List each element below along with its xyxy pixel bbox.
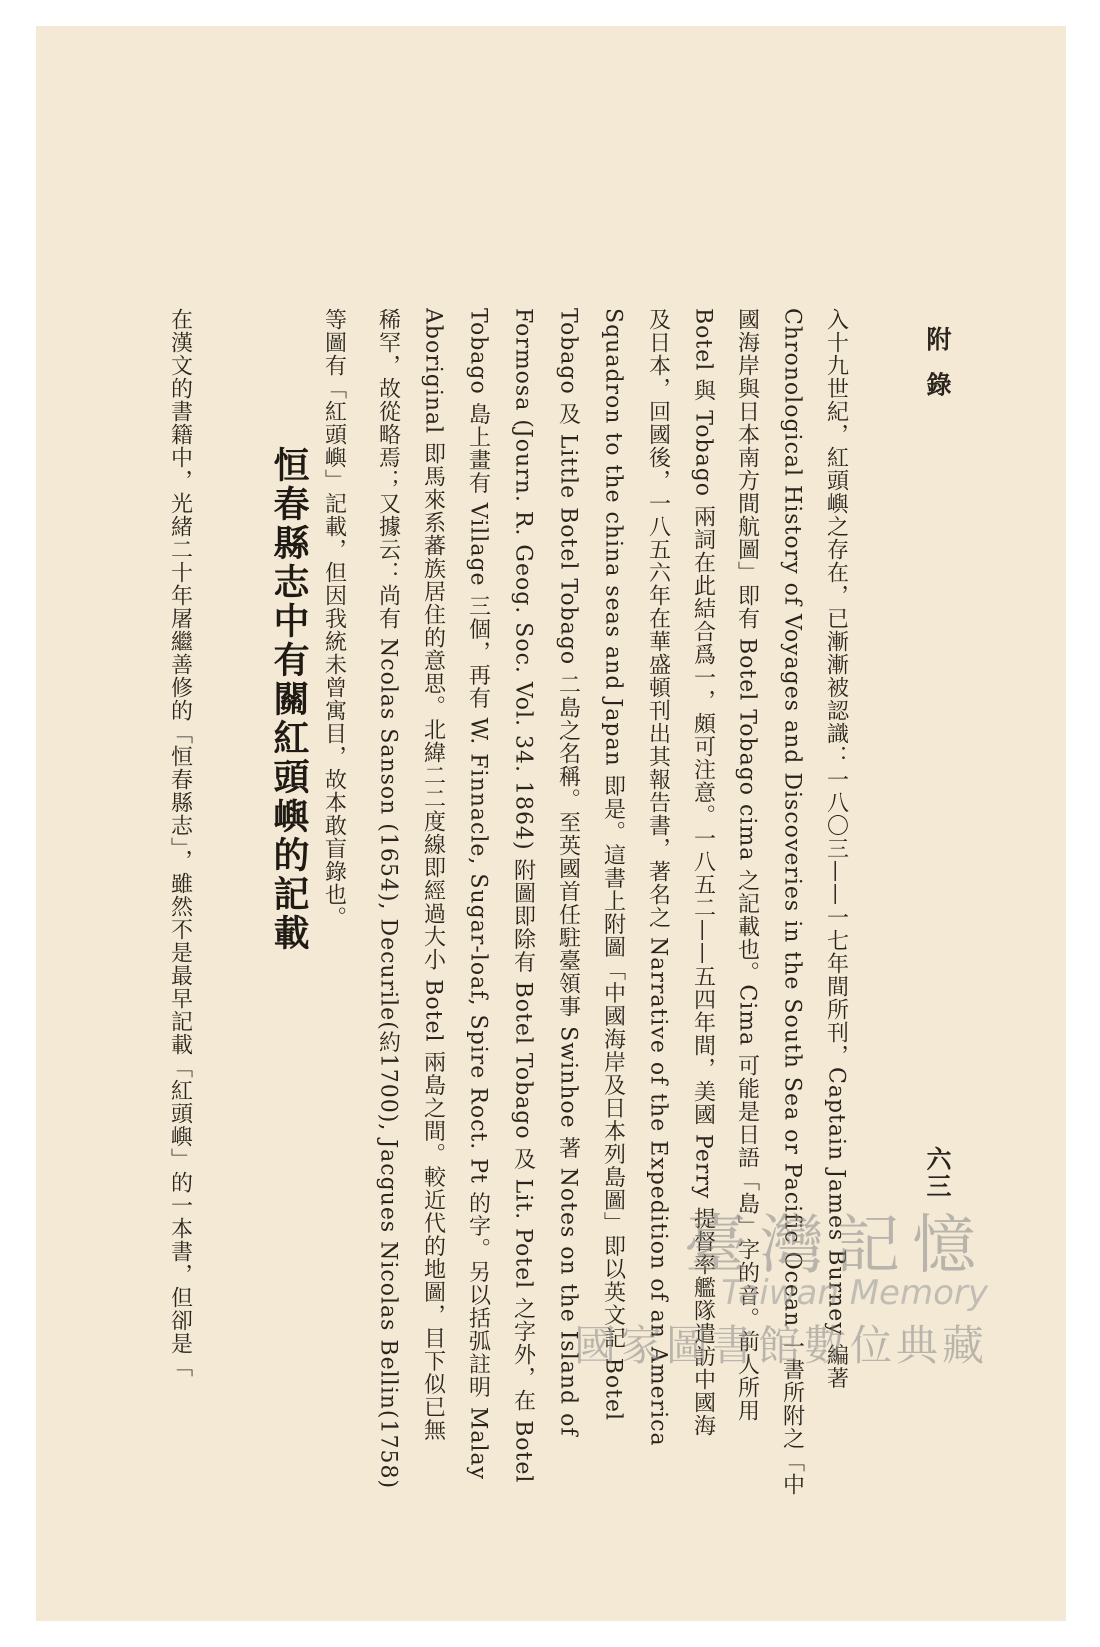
text-column: 稀罕，故從略焉；又據云：尚有 Ncolas Sanson (1654), Decurile(約1700), Jacgues Nicolas Bellin(1758) [375,308,401,1490]
page-number: 六三 [923,1146,952,1200]
watermark-logo [574,1211,988,1373]
text-column: Squadron to the china seas and Japan 即是。這書上附圖「中國海岸及日本列島圖」即以英文記 Botel [600,308,626,1422]
text-column: 入十九世紀，紅頭嶼之存在，已漸漸被認識：一八〇三——一七年間所刊，Captain James Burney 編著 [823,308,849,1390]
text-column: 等圖有「紅頭嶼」記載，但因我統未曾寓目，故本敢盲錄也。 [321,308,347,929]
text-column: Botel 與 Tobago 兩詞在此結合爲一，頗可注意。一八五二——五四年間，美國 Perry 提督率艦隊遣訪中國海 [690,308,716,1438]
watermark-english: Taiwan Memory [721,1273,988,1314]
text-column: Tobago 島上畫有 Village 三個，再有 W. Finnacle, Sugar-loaf, Spire Roct. Pt 的字。另以括弧註明 Malay [465,308,491,1481]
text-column: 國海岸與日本南方間航圖」即有 Botel Tobago cima 之記載也。Cima 可能是日語「島」字的音。前人所用 [734,308,760,1423]
text-column: Formosa (Journ. R. Geog. Soc. Vol. 34. 1864) 附圖即除有 Botel Tobago 及 Lit. Potel 之字外，在 Botel [510,308,536,1484]
text-column: Aboriginal 即馬來系蕃族居住的意思。北緯二二度線即經過大小 Botel 兩島之間。較近代的地圖，目下似已無 [420,308,446,1442]
text-column: 及日本，回國後，一八五六年在華盛頓刊出其報告書，著名之 Narrative of the Expedition of an America [645,308,671,1447]
section-header: 附 錄 [923,326,952,403]
text-column-last: 在漢文的書籍中，光緒二十年屠繼善修的「恒春縣志」，雖然不是最早記載「紅頭嶼」的一本書，但卻是「 [167,308,193,1378]
watermark-chinese: 臺灣記憶 [684,1209,988,1283]
text-column: Tobago 及 Little Botel Tobago 二島之名稱。至英國首任駐臺領事 Swinhoe 著 Notes on the Island of [555,308,581,1437]
watermark-library: 國家圖書館數位典藏 [573,1321,988,1371]
text-column: Chronological History of Voyages and Discoveries in the South Sea or Pacific Ocean 一書所附之「中 [779,308,805,1497]
section-heading: 恒春縣志中有關紅頭嶼的記載 [268,446,310,953]
document-page [36,26,1066,1621]
